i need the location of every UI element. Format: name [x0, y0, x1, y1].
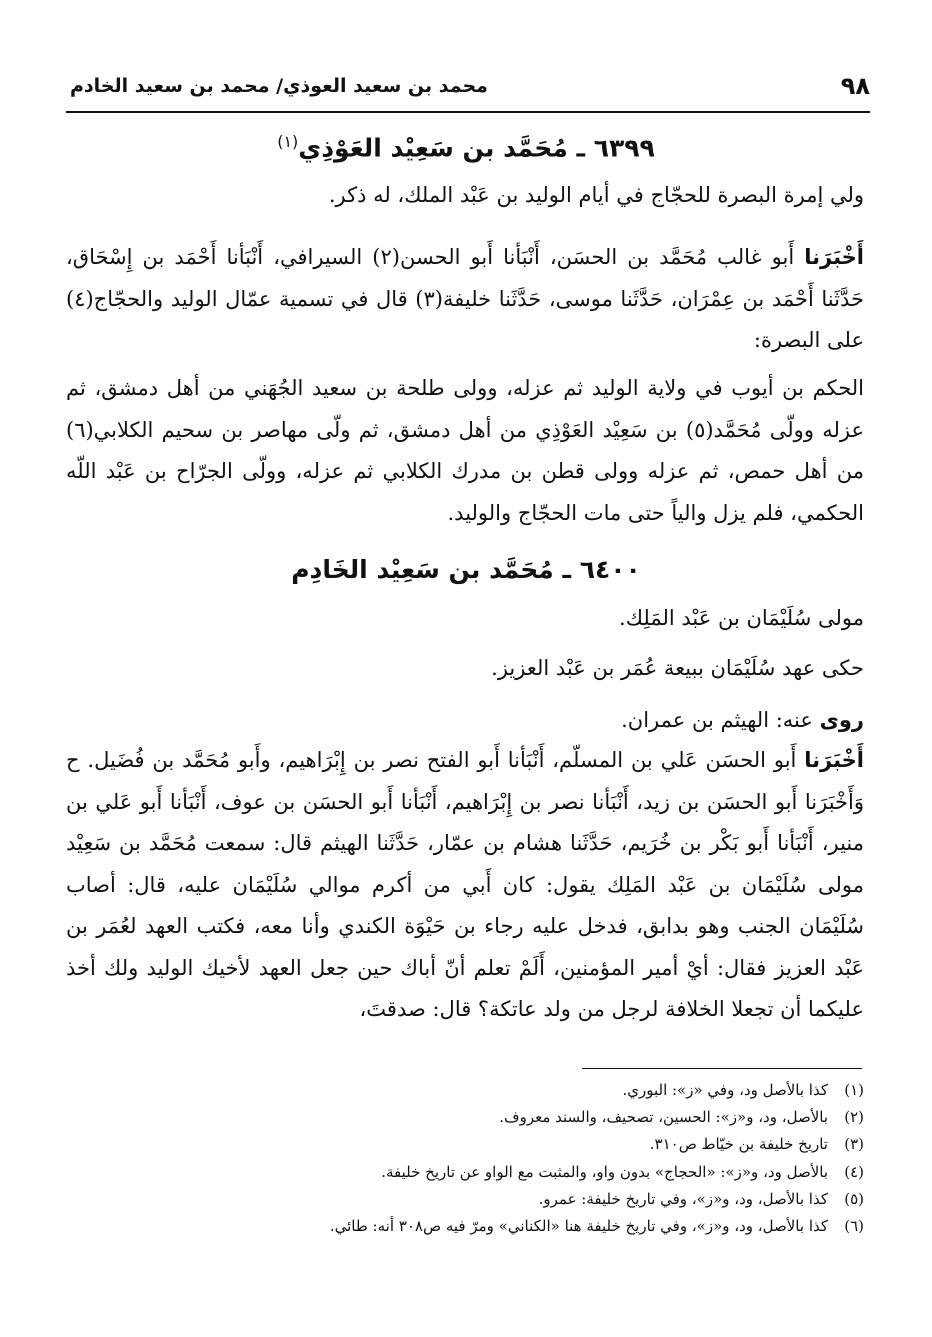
isnad-text: أَبو غالب مُحَمَّد بن الحسَن، أَنْبَأنا أَبو الحسن(٢) السيرافي، أَنْبَأنا أَحْمَد بن إِسْحَاق، حَدَّثَنا أَحْمَد بن عِمْرَان، حَدَّثَنا موسى، حَدَّثَنا خليفة(٣) قال في تسمية عمّال الوليد والحجّاج(٤) على البصرة: — [66, 245, 864, 352]
isnad-paragraph — [66, 237, 864, 362]
entry-heading-6399 — [66, 132, 866, 162]
footnotes-list — [66, 1077, 864, 1240]
footnote-item — [66, 1213, 864, 1240]
isnad-lead-word: أَخْبَرَنا — [804, 245, 864, 269]
footnote-number: (٦) — [844, 1217, 864, 1236]
isnad-paragraph — [66, 740, 864, 1031]
footnote-ref: (١) — [277, 132, 299, 151]
footnote-item — [66, 1159, 864, 1186]
footnote-number: (٣) — [844, 1135, 864, 1154]
footnote-text: كذا بالأصل ود، وفي «ز»: البوري. — [622, 1081, 828, 1099]
footnote-item — [66, 1077, 864, 1104]
header-divider — [66, 111, 870, 113]
narrators-paragraph — [66, 700, 864, 742]
footnote-text: كذا بالأصل، ود، و«ز»، وفي تاريخ خليفة: عمرو. — [538, 1189, 828, 1208]
running-header — [70, 66, 870, 106]
entry-heading-6400 — [66, 555, 866, 584]
paragraph: ولي إمرة البصرة للحجّاج في أيام الوليد بن عَبْد الملك، له ذكر. — [328, 183, 864, 207]
narrators-lead-word: روى — [819, 708, 864, 732]
entry-heading-text: ٦٣٩٩ ـ مُحَمَّد بن سَعِيْد العَوْذِي — [298, 133, 655, 163]
footnote-item — [66, 1186, 864, 1213]
footnote-text: بالأصل، ود، و«ز»: الحسين، تصحيف، والسند معروف. — [499, 1108, 828, 1127]
running-title: محمد بن سعيد العوذي/ محمد بن سعيد الخادم — [70, 75, 488, 97]
footnote-number: (٢) — [844, 1108, 864, 1127]
entry-heading-text: ٦٤٠٠ ـ مُحَمَّد بن سَعِيْد الخَادِم — [291, 555, 641, 584]
footnote-number: (١) — [844, 1081, 864, 1099]
paragraph: مولى سُلَيْمَان بن عَبْد المَلِك. — [619, 606, 864, 630]
paragraph: حكى عهد سُلَيْمَان ببيعة عُمَر بن عَبْد العزيز. — [491, 656, 864, 680]
paragraph: الحكم بن أيوب في ولاية الوليد ثم عزله، وولى طلحة بن سعيد الجُهَني من أهل دمشق، ثم عزله وولّى مُحَمَّد(٥) بن سَعِيْد العَوْذِي من أهل دمشق، ثم ولّى مهاصر بن سحيم الكلابي(٦) من أهل حمص، ثم عزله وولى قطن بن مدرك الكلابي ثم عزله، وولّى الجرّاح بن عَبْد اللّه الحكمي، فلم يزل والياً حتى مات الحجّاج والوليد. — [66, 376, 864, 525]
footnote-item — [66, 1131, 864, 1158]
footnote-number: (٥) — [844, 1189, 864, 1208]
footnote-number: (٤) — [844, 1162, 864, 1181]
isnad-lead-word: أَخْبَرَنا — [804, 748, 864, 772]
footnote-item — [66, 1104, 864, 1131]
narrators-text: عنه: الهيثم بن عمران. — [621, 708, 813, 732]
page-number: ٩٨ — [840, 72, 870, 100]
footnote-text: كذا بالأصل، ود، و«ز»، وفي تاريخ خليفة هنا «الكناني» ومرّ فيه ص٣٠٨ أنه: طائي. — [329, 1217, 828, 1236]
footnote-text: تاريخ خليفة بن خيّاط ص٣١٠. — [649, 1135, 828, 1154]
footnote-divider — [582, 1068, 862, 1069]
isnad-text: أَبو الحسَن عَلي بن المسلّم، أَنْبَأنا أَبو الفتح نصر بن إِبْرَاهيم، وأَبو مُحَمَّد بن فُضَيل. ح وَأَخْبَرَنا أَبو الحسَن بن زيد، أَنْبَأنا نصر بن إِبْرَاهيم، أَنْبَأنا أَبو الحسَن بن عوف، أَنْبَأنا أَبو عَلي بن منير، أَنْبَأنا أَبو بَكْر بن خُرَيم، حَدَّثَنا هشام بن عمّار، حَدَّثَنا الهيثم قال: سمعت مُحَمَّد بن سَعِيْد مولى سُلَيْمَان بن عَبْد المَلِك يقول: كان أَبي من أكرم موالي سُلَيْمَان عليه، قال: أصاب سُلَيْمَان الجنب وهو بدابق، فدخل عليه رجاء بن حَيْوَة الكندي وأنا معه، فكتب العهد لعُمَر بن عَبْد العزيز فقال: أيْ أمير المؤمنين، أَلَمْ تعلم أنّ أباك حين جعل العهد لأخيك الوليد ولك أخذ عليكما أن تجعلا الخلافة لرجل من ولد عاتكة؟ قال: صدقتَ، — [66, 748, 864, 1021]
footnote-text: بالأصل ود، و«ز»: «الحجاج» بدون واو، والمثبت مع الواو عن تاريخ خليفة. — [381, 1162, 828, 1181]
